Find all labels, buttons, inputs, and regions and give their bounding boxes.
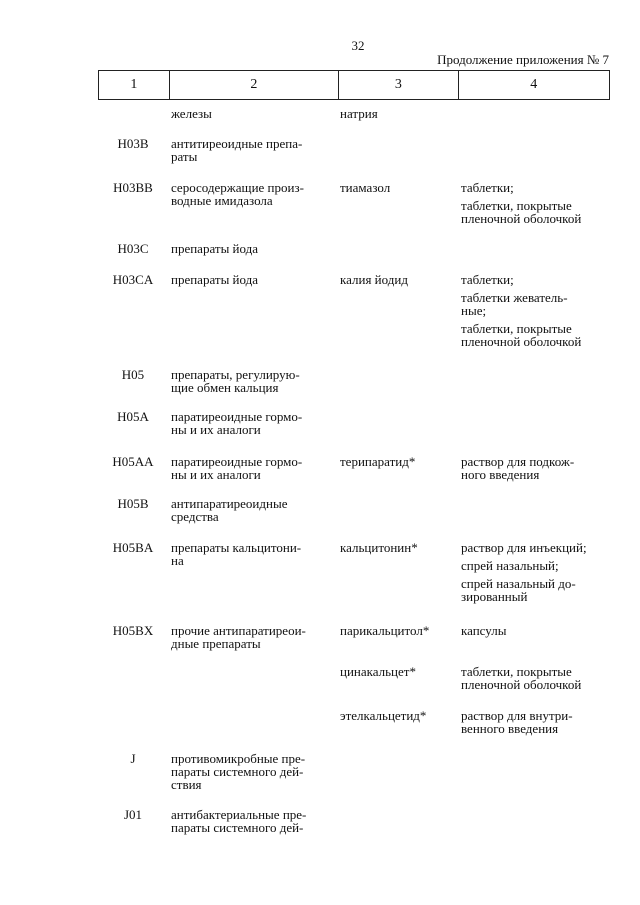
dosage-form-item: раствор для внутри- венного введения	[461, 708, 573, 736]
anatomical-therapeutic-group-cell: железы	[171, 106, 212, 121]
drug-substance-cell: натрия	[340, 106, 378, 121]
dosage-form-item: спрей назальный до- зированный	[461, 576, 576, 604]
dosage-forms-cell	[461, 709, 611, 735]
anatomical-therapeutic-group-cell: прочие антипаратиреои- дные препараты	[171, 623, 306, 651]
header-cell-col2: 2	[169, 71, 338, 99]
atc-code-cell: J01	[123, 807, 143, 822]
drug-substance-cell: этелкальцетид*	[340, 708, 427, 723]
atc-code-cell: H05	[121, 367, 145, 382]
atc-code-cell: H05B	[117, 496, 149, 511]
dosage-form-item: таблетки жеватель- ные;	[461, 290, 568, 318]
drug-substance-cell: терипаратид*	[340, 454, 416, 469]
dosage-form-item: таблетки, покрытые пленочной оболочкой	[461, 321, 582, 349]
atc-code-cell: H03CA	[112, 272, 154, 287]
anatomical-therapeutic-group-cell: препараты, регулирую- щие обмен кальция	[171, 367, 300, 395]
anatomical-therapeutic-group-cell: препараты кальцитони- на	[171, 540, 302, 568]
atc-code-cell: H03BB	[113, 180, 153, 195]
dosage-forms-cell	[461, 181, 611, 225]
anatomical-therapeutic-group-cell: антипаратиреоидные средства	[171, 496, 288, 524]
anatomical-therapeutic-group-cell: паратиреоидные гормо- ны и их аналоги	[171, 409, 303, 437]
atc-code-cell: H03B	[117, 136, 149, 151]
anatomical-therapeutic-group-cell: серосодержащие произ- водные имидазола	[171, 180, 304, 208]
anatomical-therapeutic-group-cell: антитиреоидные препа- раты	[171, 136, 303, 164]
header-cell-col1: 1	[130, 77, 138, 92]
dosage-forms-cell	[461, 665, 611, 691]
atc-code-cell: H05AA	[112, 454, 154, 469]
dosage-form-item: капсулы	[461, 623, 507, 638]
atc-code-cell: H05BX	[112, 623, 154, 638]
drug-substance-cell: калия йодид	[340, 272, 408, 287]
anatomical-therapeutic-group-cell: противомикробные пре- параты системного дей- ствия	[171, 751, 306, 792]
appendix-continuation-note: Продолжение приложения № 7	[437, 52, 609, 67]
atc-code-cell: J	[130, 751, 136, 766]
page-number: 32	[351, 38, 365, 53]
dosage-form-item: таблетки;	[461, 272, 514, 287]
anatomical-therapeutic-group-cell: антибактериальные пре- параты системного дей-	[171, 807, 307, 835]
header-cell-col4: 4	[458, 71, 609, 99]
dosage-form-item: таблетки, покрытые пленочной оболочкой	[461, 664, 582, 692]
dosage-forms-cell	[461, 273, 611, 348]
dosage-forms-cell	[461, 541, 611, 603]
anatomical-therapeutic-group-cell: препараты йода	[171, 272, 259, 287]
dosage-forms-cell	[461, 624, 611, 637]
dosage-form-item: раствор для инъекций;	[461, 540, 587, 555]
dosage-form-item: спрей назальный;	[461, 558, 559, 573]
drug-substance-cell: цинакальцет*	[340, 664, 416, 679]
drug-substance-cell: тиамазол	[340, 180, 391, 195]
dosage-form-item: таблетки;	[461, 180, 514, 195]
dosage-form-item: таблетки, покрытые пленочной оболочкой	[461, 198, 582, 226]
dosage-forms-cell	[461, 455, 611, 481]
dosage-form-item: раствор для подкож- ного введения	[461, 454, 575, 482]
anatomical-therapeutic-group-cell: препараты йода	[171, 241, 259, 256]
anatomical-therapeutic-group-cell: паратиреоидные гормо- ны и их аналоги	[171, 454, 303, 482]
drug-substance-cell: кальцитонин*	[340, 540, 418, 555]
atc-code-cell: H05BA	[112, 540, 154, 555]
drug-substance-cell: парикальцитол*	[340, 623, 430, 638]
header-cell-col3: 3	[338, 71, 458, 99]
atc-code-cell: H03C	[117, 241, 149, 256]
atc-code-cell: H05A	[117, 409, 149, 424]
